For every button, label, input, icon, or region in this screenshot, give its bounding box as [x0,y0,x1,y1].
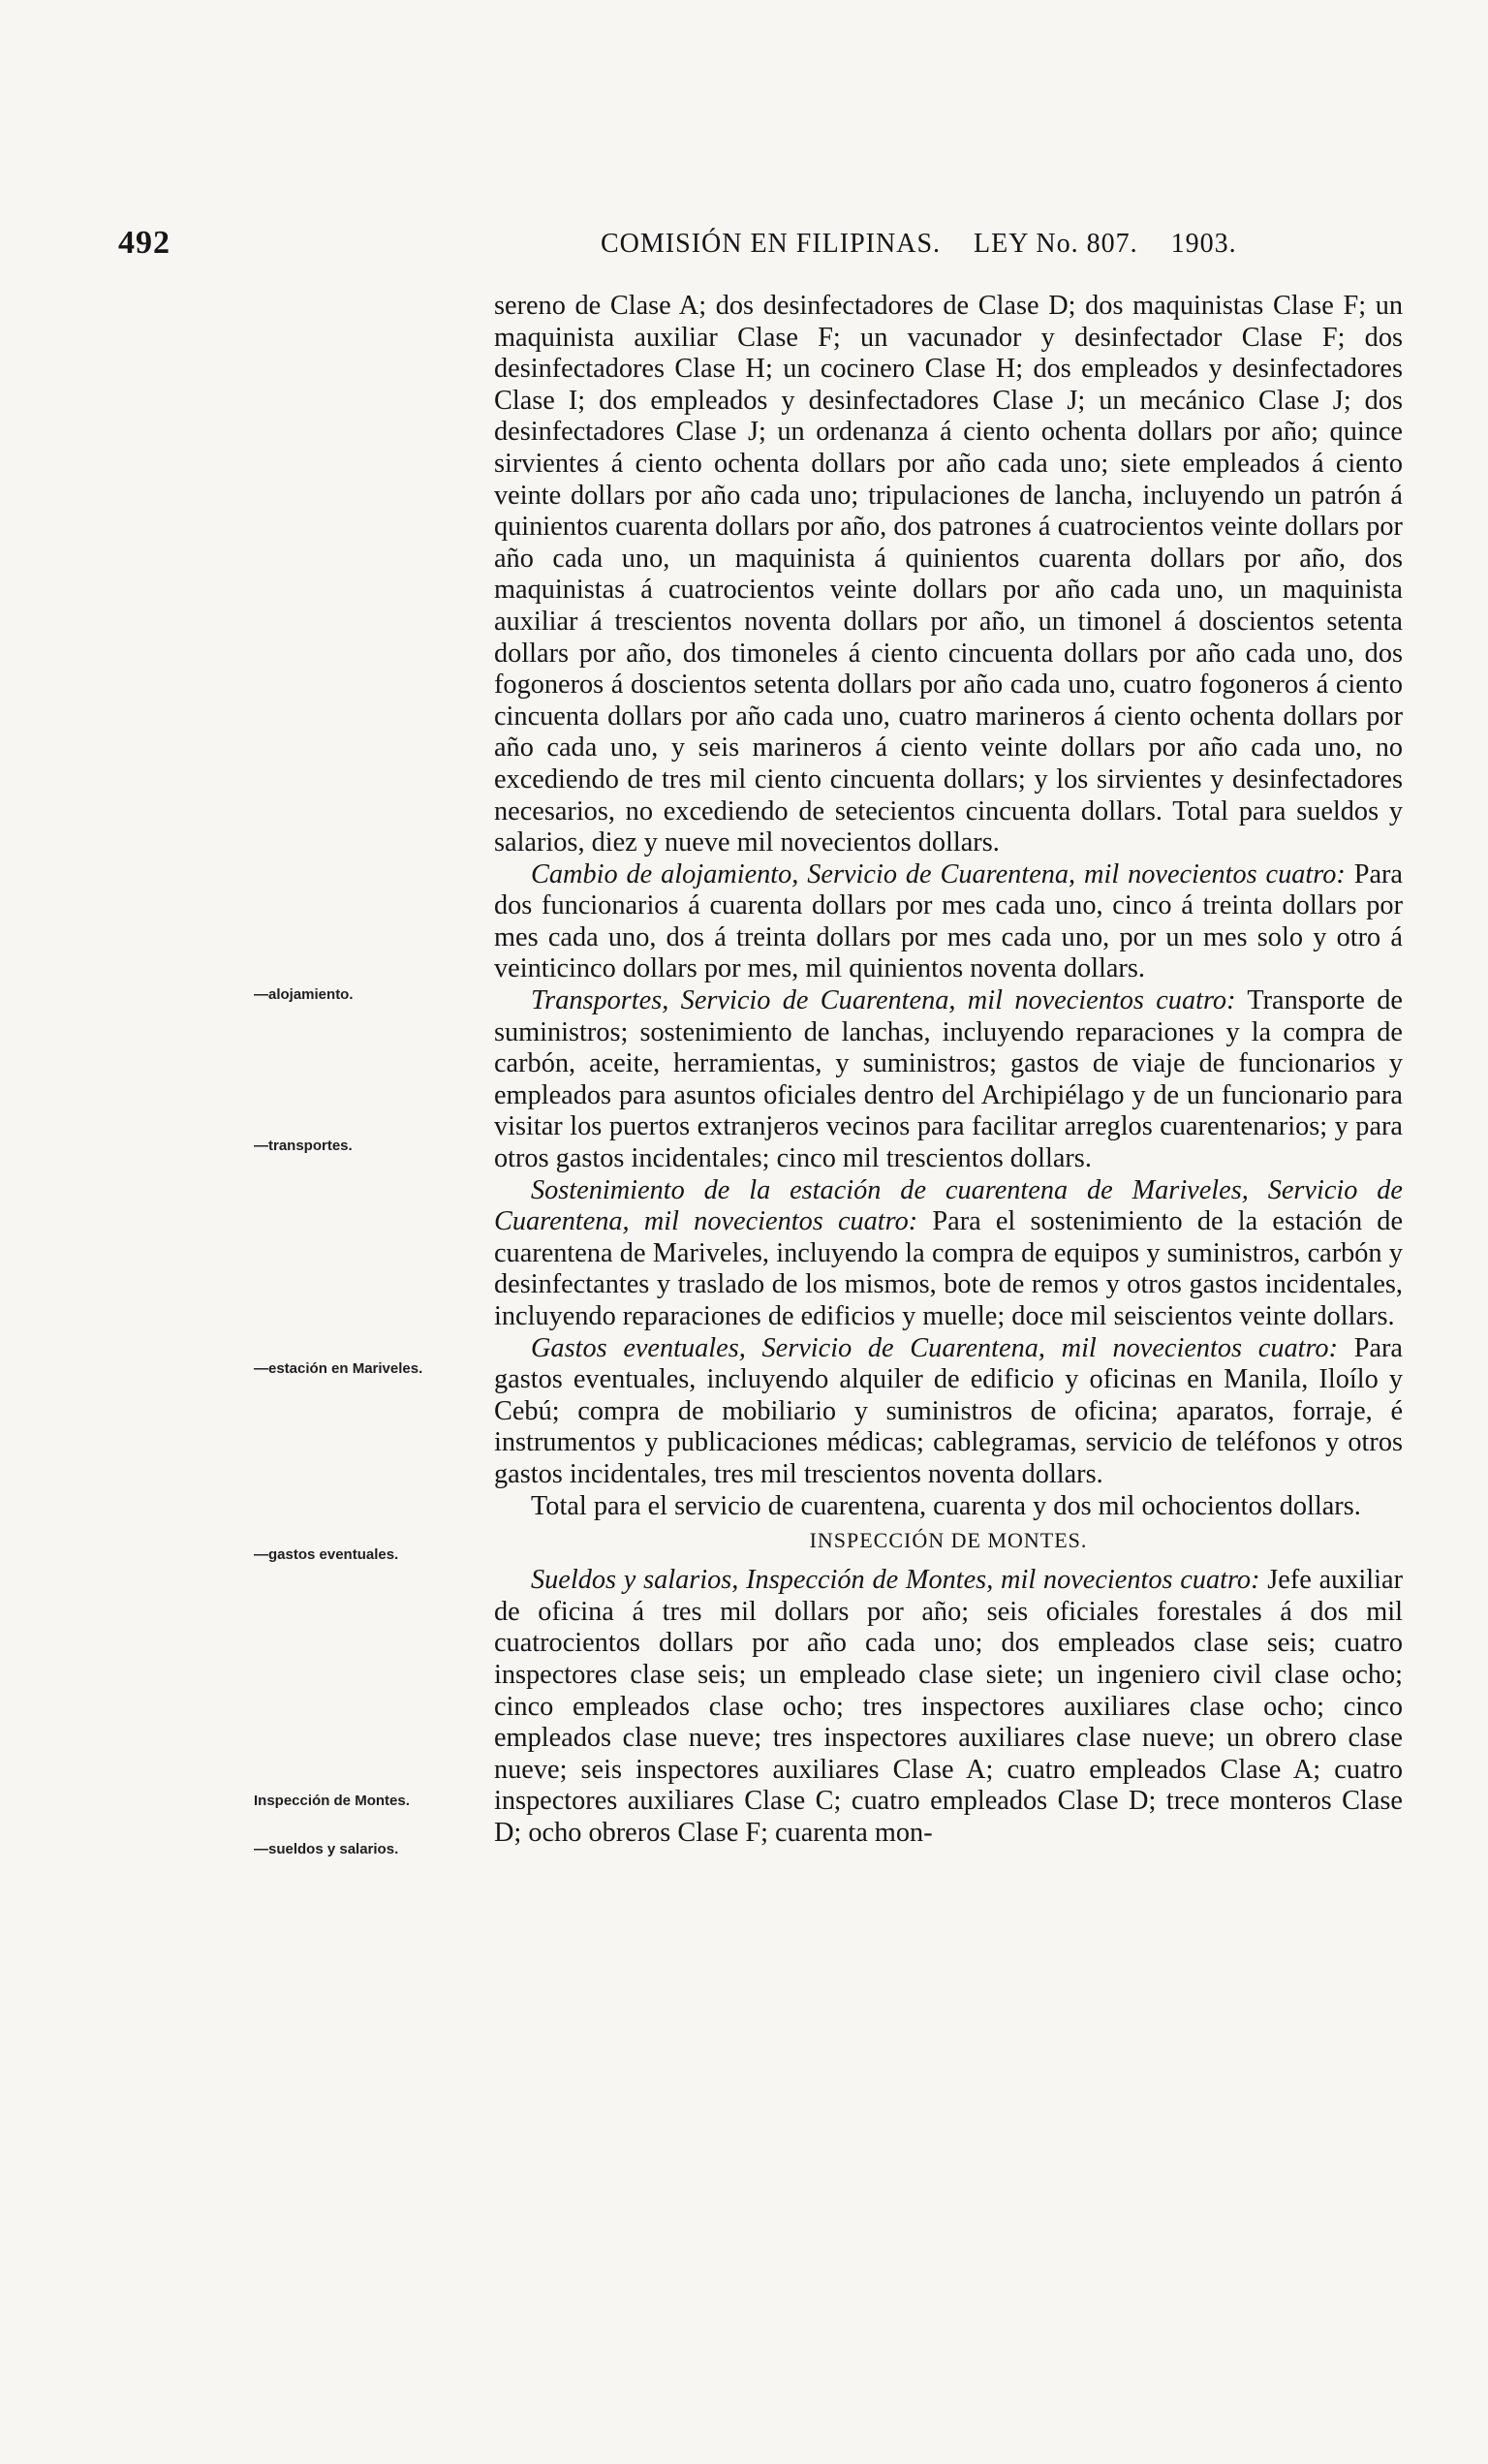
margin-note-inspeccion: Inspección de Montes. [254,1793,410,1809]
paragraph-alojamiento [494,859,1403,985]
paragraph-total-cuarentena: Total para el servicio de cuarentena, cuarenta y dos mil ochocientos dollars. [531,1490,1361,1521]
body-text [494,291,1403,1850]
paragraph-sueldos-montes-title: Sueldos y salarios, Inspección de Montes, mil novecientos cuatro: [531,1565,1260,1596]
margin-note-alojamiento: —alojamiento. [254,986,354,1003]
margin-note-transportes: —transportes. [254,1138,353,1154]
running-head [601,229,1262,260]
margin-note-sueldos: —sueldos y salarios. [254,1841,399,1857]
paragraph-eventuales-title: Gastos eventuales, Servicio de Cuarentena, mil novecientos cuatro: [531,1332,1339,1363]
page-number: 492 [118,225,170,261]
paragraph-mariveles-title: Sostenimiento de la estación de cuarentena de Mariveles, Servicio de Cuarentena, mil novecientos cuatro: [494,1174,1403,1237]
section-heading-inspeccion: INSPECCIÓN DE MONTES. [809,1528,1088,1553]
paragraph-sueldos-montes [494,1565,1403,1849]
paragraph-personal: sereno de Clase A; dos desinfectadores de Clase D; dos maquinistas Clase F; un maquinista auxiliar Clase F; un vacunador y desinfectador Clase F; dos desinfectadores Clase H; un cocinero Clase H; dos empleados y desinfectadores Clase I; dos empleados y desinfectadores Clase J; un mecánico Clase J; dos desinfectadores Clase J; un ordenanza á ciento ochenta dollars por año; quince sirvientes á ciento ochenta dollars por año cada uno; siete empleados á ciento veinte dollars por año cada uno; tripulaciones de lancha, incluyendo un patrón á quinientos cuarenta dollars por año, dos patrones á cuatrocientos veinte dollars por año cada uno, un maquinista á quinientos cuarenta dollars por año, dos maquinistas á cuatrocientos veinte dollars por año cada uno, un maquinista auxiliar á trescientos noventa dollars por año, un timonel á doscientos setenta dollars por año, dos timoneles á ciento cincuenta dollars por año cada uno, dos fogoneros á doscientos setenta dollars por año cada uno, cuatro fogoneros á ciento cincuenta dollars por año cada uno, cuatro marineros á ciento ochenta dollars por año cada uno, y seis marineros á ciento veinte dollars por año cada uno, no excediendo de tres mil ciento cincuenta dollars; y los sirvientes y desinfectadores necesarios, no excediendo de setecientos cincuenta dollars. Total para sueldos y salarios, diez y nueve mil novecientos dollars. [494,291,1403,858]
margin-note-mariveles: —estación en Mariveles. [254,1360,423,1377]
paragraph-eventuales-text: Para gastos eventuales, incluyendo alquiler de edificio y oficinas en Manila, Iloílo y Cebú; compra de mobiliario y suministros de oficina; aparatos, forraje, é instrumentos y publicaciones médicas; cablegramas, servicio de teléfonos y otros gastos incidentales, tres mil trescientos noventa dollars. [494,1332,1403,1489]
paragraph-transportes-text: Transporte de suministros; sostenimiento de lanchas, incluyendo reparaciones y la compra de carbón, aceite, herramientas, y suministros; gastos de viaje de funcionarios y empleados para asuntos oficiales dentro del Archipiélago y de un funcionario para visitar los puertos extranjeros vecinos para facilitar arreglos cuarentenarios; y para otros gastos incidentales; cinco mil trescientos dollars. [494,985,1403,1174]
paragraph-mariveles [494,1175,1403,1333]
paragraph-alojamiento-text: Para dos funcionarios á cuarenta dollars por mes cada uno, cinco á treinta dollars por mes cada uno, dos á treinta dollars por mes cada uno, por un mes solo y otro á veinticinco dollars por mes, mil quinientos noventa dollars. [494,858,1403,984]
running-head-year: 1903. [1170,229,1237,259]
paragraph-eventuales [494,1333,1403,1491]
paragraph-mariveles-text: Para el sostenimiento de la estación de cuarentena de Mariveles, incluyendo la compra de equipos y suministros, carbón y desinfectantes y traslado de los mismos, bote de remos y otros gastos incidentales, incluyendo reparaciones de edificios y muelle; doce mil seiscientos veinte dollars. [494,1206,1403,1331]
paragraph-sueldos-montes-text: Jefe auxiliar de oficina á tres mil dollars por año; seis oficiales forestales á dos mil cuatrocientos dollars por año cada uno; dos empleados clase seis; cuatro inspectores clase seis; un empleado clase siete; un ingeniero civil clase ocho; cinco empleados clase ocho; tres inspectores auxiliares clase ocho; cinco empleados clase nueve; tres inspectores auxiliares clase nueve; un obrero clase nueve; seis inspectores auxiliares Clase A; cuatro empleados Clase A; cuatro inspectores auxiliares Clase C; cuatro empleados Clase D; trece monteros Clase D; ocho obreros Clase F; cuarenta mon- [494,1565,1403,1848]
paragraph-transportes-title: Transportes, Servicio de Cuarentena, mil novecientos cuatro: [531,985,1236,1016]
margin-note-eventuales: —gastos eventuales. [254,1546,399,1563]
paragraph-alojamiento-title: Cambio de alojamiento, Servicio de Cuarentena, mil novecientos cuatro: [531,858,1346,889]
running-head-commission: COMISIÓN EN FILIPINAS. [601,229,942,259]
running-head-law: LEY No. 807. [974,229,1138,259]
paragraph-transportes [494,985,1403,1175]
